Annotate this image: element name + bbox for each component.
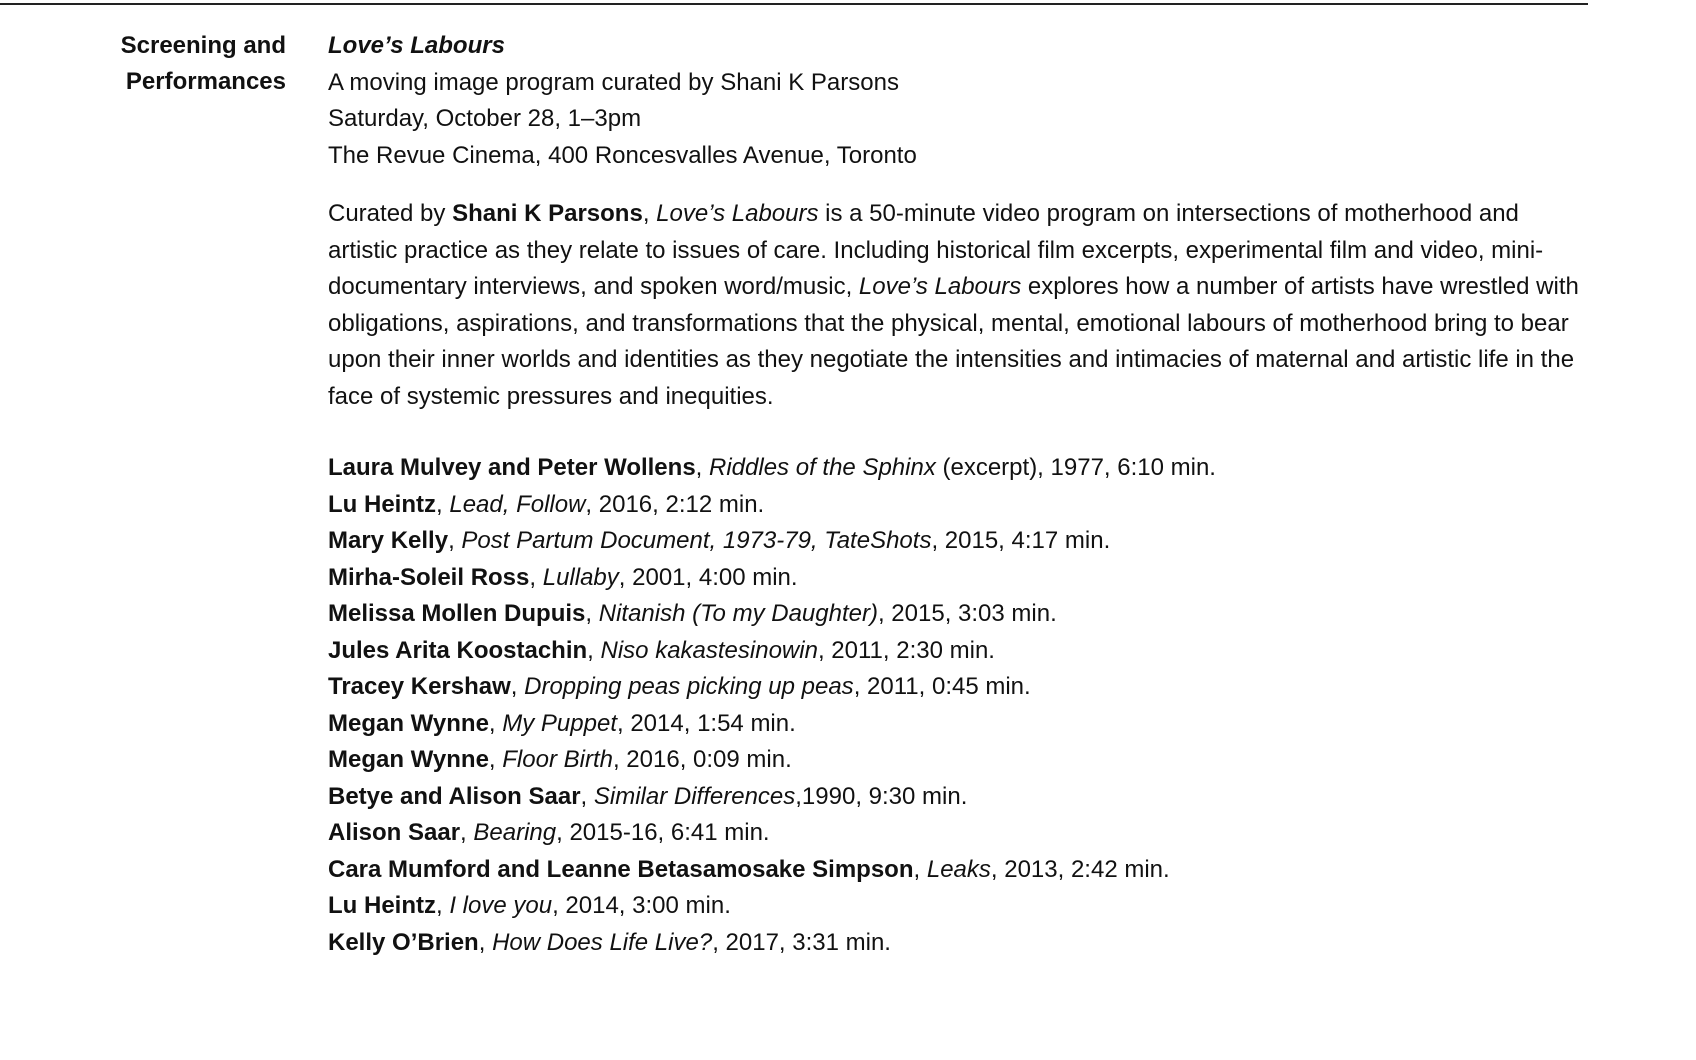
film-row [328,706,1588,743]
film-details: , 2015, 3:03 min. [877,600,1057,627]
film-artist: Mirha-Soleil Ross [328,563,530,591]
film-row [328,852,1588,889]
film-title: Niso kakastesinowin [600,636,818,664]
film-title: Floor Birth [502,746,613,773]
program-description [328,196,1588,415]
section-heading-line-1: Screening and [120,32,286,59]
film-separator: , [580,782,594,810]
film-artist: Tracey Kershaw [328,673,511,700]
film-row [328,560,1588,597]
film-details: , 2015, 4:17 min. [931,527,1111,554]
film-artist: Cara Mumford and Leanne Betasamosake Simpson [328,855,914,883]
film-details: , 2011, 2:30 min. [817,636,995,664]
film-artist: Megan Wynne [328,709,489,737]
film-separator: , [478,928,493,956]
film-list [328,450,1588,961]
film-title: My Puppet [502,709,617,737]
film-artist: Laura Mulvey and Peter Wollens [328,454,696,481]
film-artist: Jules Arita Koostachin [328,636,588,664]
film-artist: Betye and Alison Saar [328,782,581,810]
film-details: ,1990, 9:30 min. [795,782,968,810]
film-artist: Megan Wynne [328,746,489,773]
film-separator: , [587,636,601,664]
film-row [328,779,1588,816]
film-details: , 2017, 3:31 min. [712,928,891,956]
film-title: Riddles of the Sphinx [709,454,936,481]
film-separator: , [695,454,710,481]
film-details: , 2001, 4:00 min. [618,563,798,591]
film-details: (excerpt), 1977, 6:10 min. [935,454,1216,481]
film-details: , 2016, 2:12 min. [585,490,765,518]
event-subtitle: A moving image program curated by Shani K Parsons [328,68,899,96]
film-separator: , [913,855,927,883]
film-row [328,925,1588,962]
film-details: , 2015-16, 6:41 min. [556,819,770,846]
film-separator: , [448,527,462,554]
film-separator: , [585,600,599,627]
film-row [328,487,1588,524]
film-row [328,596,1588,633]
event-title: Love’s Labours [328,32,505,59]
film-row [328,815,1588,852]
section-heading-line-2: Performances [125,68,286,95]
description-text-2: explores how a number of artists have wrestled with obligations, aspirations, and transformations that the physical, mental, emotional labours of motherhood bring to bear upon their inner worlds and identities as they negotiate the intensities and intimacies of maternal and artistic life in the face of systemic pressures and inequities. [328,273,1579,410]
film-details: , 2014, 1:54 min. [617,709,796,737]
film-title: Leaks [926,855,991,883]
film-artist: Alison Saar [328,819,461,846]
film-row [328,450,1588,487]
description-sep: , [642,200,657,227]
film-artist: Melissa Mollen Dupuis [328,600,586,627]
section-heading [96,28,286,100]
top-divider [0,3,1588,5]
film-title: Nitanish (To my Daughter) [598,600,878,627]
film-title: Lead, Follow [449,490,586,518]
film-artist: Kelly O’Brien [328,928,479,956]
film-artist: Lu Heintz [328,490,436,518]
film-separator: , [436,892,450,919]
film-row [328,669,1588,706]
film-separator: , [529,563,543,591]
film-separator: , [436,490,450,518]
film-row [328,523,1588,560]
description-title-1: Love’s Labours [656,200,819,227]
film-title: Similar Differences [593,782,796,810]
film-details: , 2014, 3:00 min. [552,892,731,919]
film-artist: Mary Kelly [328,527,449,554]
film-details: , 2011, 0:45 min. [853,673,1031,700]
film-details: , 2016, 0:09 min. [612,746,792,773]
event-venue: The Revue Cinema, 400 Roncesvalles Avenue, Toronto [328,141,917,169]
film-row [328,888,1588,925]
film-separator: , [488,709,503,737]
film-title: How Does Life Live? [492,928,713,956]
description-text-1: is a 50-minute video program on intersections of motherhood and artistic practice as they relate to issues of care. Including historical film excerpts, experimental film and video, mini-documentary interviews, and spoken word/music, [328,200,1544,300]
film-artist: Lu Heintz [328,892,436,919]
event-info [328,28,1588,174]
film-title: Post Partum Document, 1973-79, TateShots [461,527,932,554]
film-row [328,633,1588,670]
film-details: , 2013, 2:42 min. [990,855,1170,883]
film-separator: , [460,819,474,846]
description-prefix: Curated by [328,200,453,227]
description-title-2: Love’s Labours [858,273,1022,300]
film-title: Lullaby [542,563,619,591]
film-title: Bearing [473,819,557,846]
program-content [328,28,1588,961]
film-title: I love you [449,892,553,919]
film-title: Dropping peas picking up peas [524,673,854,700]
film-row [328,742,1588,779]
film-separator: , [510,673,525,700]
event-date: Saturday, October 28, 1–3pm [328,105,642,132]
film-separator: , [488,746,503,773]
description-curator: Shani K Parsons [452,200,643,227]
